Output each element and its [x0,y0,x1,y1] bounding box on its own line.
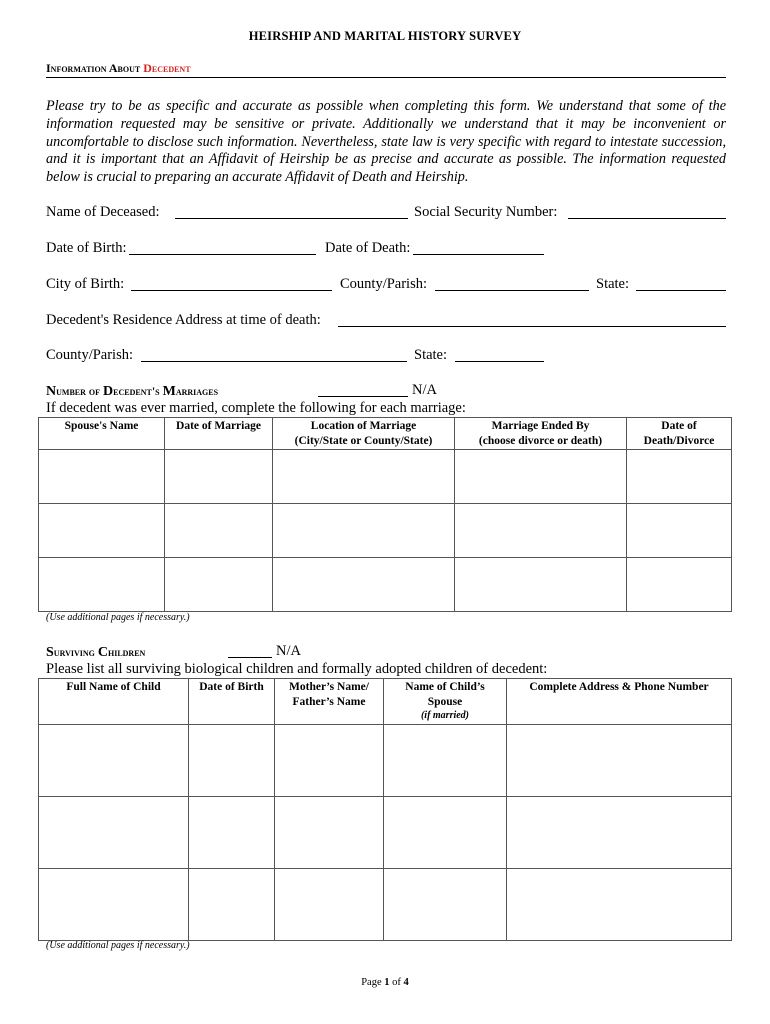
table-row [39,450,732,504]
table-cell[interactable] [275,724,384,796]
table-cell[interactable] [384,868,507,940]
table-row [39,796,732,868]
table-cell[interactable] [507,724,732,796]
col-spouse-name: Spouse's Name [39,418,165,450]
table-cell[interactable] [627,504,732,558]
page-footer: Page 1 of 4 [361,977,409,988]
ssn-label: Social Security Number: [414,204,558,220]
children-note: (Use additional pages if necessary.) [46,940,190,951]
table-cell[interactable] [189,724,275,796]
ssn-field[interactable] [568,204,726,219]
table-cell[interactable] [165,450,273,504]
county-parish-label-2: County/Parish: [46,347,134,363]
col-child-dob: Date of Birth [189,679,275,725]
residence-field[interactable] [338,312,726,327]
state-field-2[interactable] [455,347,544,362]
state-label-2: State: [414,347,448,363]
table-row [39,504,732,558]
col-child-name: Full Name of Child [39,679,189,725]
col-child-spouse: Name of Child’s Spouse (if married) [384,679,507,725]
section-heading-marriages: Number of Decedent's Marriages [46,384,219,399]
intro-paragraph: Please try to be as specific and accurate as possible when completing this form. We understand that some of the information requested may be sensitive or private. Additionally we understand that it may be inconvenient or uncomfortable to disclose such information. Nevertheless, state law is very specific with regard to intestate succession, and it is important that an Affidavit of Heirship be as precise and accurate as possible. The information requested below is crucial to preparing an accurate Affidavit of Death and Heirship. [46,98,726,186]
col-date-of-death-divorce: Date of Death/Divorce [627,418,732,450]
table-cell[interactable] [384,796,507,868]
dob-label: Date of Birth: [46,240,127,256]
table-cell[interactable] [39,796,189,868]
table-cell[interactable] [39,724,189,796]
section-heading-decedent: Information About Decedent [46,61,191,75]
county-parish-field[interactable] [435,276,589,291]
table-cell[interactable] [627,450,732,504]
table-cell[interactable] [507,796,732,868]
section-heading-children: Surviving Children [46,645,146,660]
county-parish-field-2[interactable] [141,347,407,362]
table-cell[interactable] [165,558,273,612]
marriages-table [38,417,732,612]
table-cell[interactable] [165,504,273,558]
children-table-header [39,679,732,725]
col-marriage-ended-by: Marriage Ended By (choose divorce or death) [455,418,627,450]
children-na[interactable]: N/A [276,643,301,659]
table-cell[interactable] [39,558,165,612]
marriages-count-field[interactable] [318,382,408,397]
table-cell[interactable] [39,504,165,558]
form-title: HEIRSHIP AND MARITAL HISTORY SURVEY [248,29,522,43]
city-of-birth-field[interactable] [131,276,332,291]
table-row [39,868,732,940]
table-cell[interactable] [273,558,455,612]
table-cell[interactable] [273,504,455,558]
table-cell[interactable] [189,796,275,868]
table-cell[interactable] [455,558,627,612]
children-instruction: Please list all surviving biological children and formally adopted children of decedent: [46,661,548,677]
col-parent-name: Mother’s Name/ Father’s Name [275,679,384,725]
marriages-instruction: If decedent was ever married, complete the following for each marriage: [46,400,466,416]
table-cell[interactable] [455,450,627,504]
table-cell[interactable] [273,450,455,504]
marriages-table-header [39,418,732,450]
col-address-phone: Complete Address & Phone Number [507,679,732,725]
dod-field[interactable] [413,240,544,255]
residence-label: Decedent's Residence Address at time of death: [46,312,321,328]
table-cell[interactable] [39,868,189,940]
marriages-na[interactable]: N/A [412,382,437,398]
dob-field[interactable] [129,240,316,255]
city-of-birth-label: City of Birth: [46,276,125,292]
col-location-of-marriage: Location of Marriage (City/State or County/State) [273,418,455,450]
table-cell[interactable] [275,868,384,940]
section-divider [46,77,726,78]
table-row [39,724,732,796]
marriages-note: (Use additional pages if necessary.) [46,612,190,623]
children-table [38,678,732,941]
name-of-deceased-field[interactable] [175,204,408,219]
table-cell[interactable] [384,724,507,796]
table-cell[interactable] [507,868,732,940]
children-count-field[interactable] [228,643,272,658]
table-row [39,558,732,612]
name-of-deceased-label: Name of Deceased: [46,204,160,220]
county-parish-label: County/Parish: [340,276,428,292]
table-cell[interactable] [189,868,275,940]
dod-label: Date of Death: [325,240,411,256]
table-cell[interactable] [455,504,627,558]
table-cell[interactable] [627,558,732,612]
col-date-of-marriage: Date of Marriage [165,418,273,450]
state-field[interactable] [636,276,726,291]
table-cell[interactable] [39,450,165,504]
table-cell[interactable] [275,796,384,868]
state-label: State: [596,276,630,292]
